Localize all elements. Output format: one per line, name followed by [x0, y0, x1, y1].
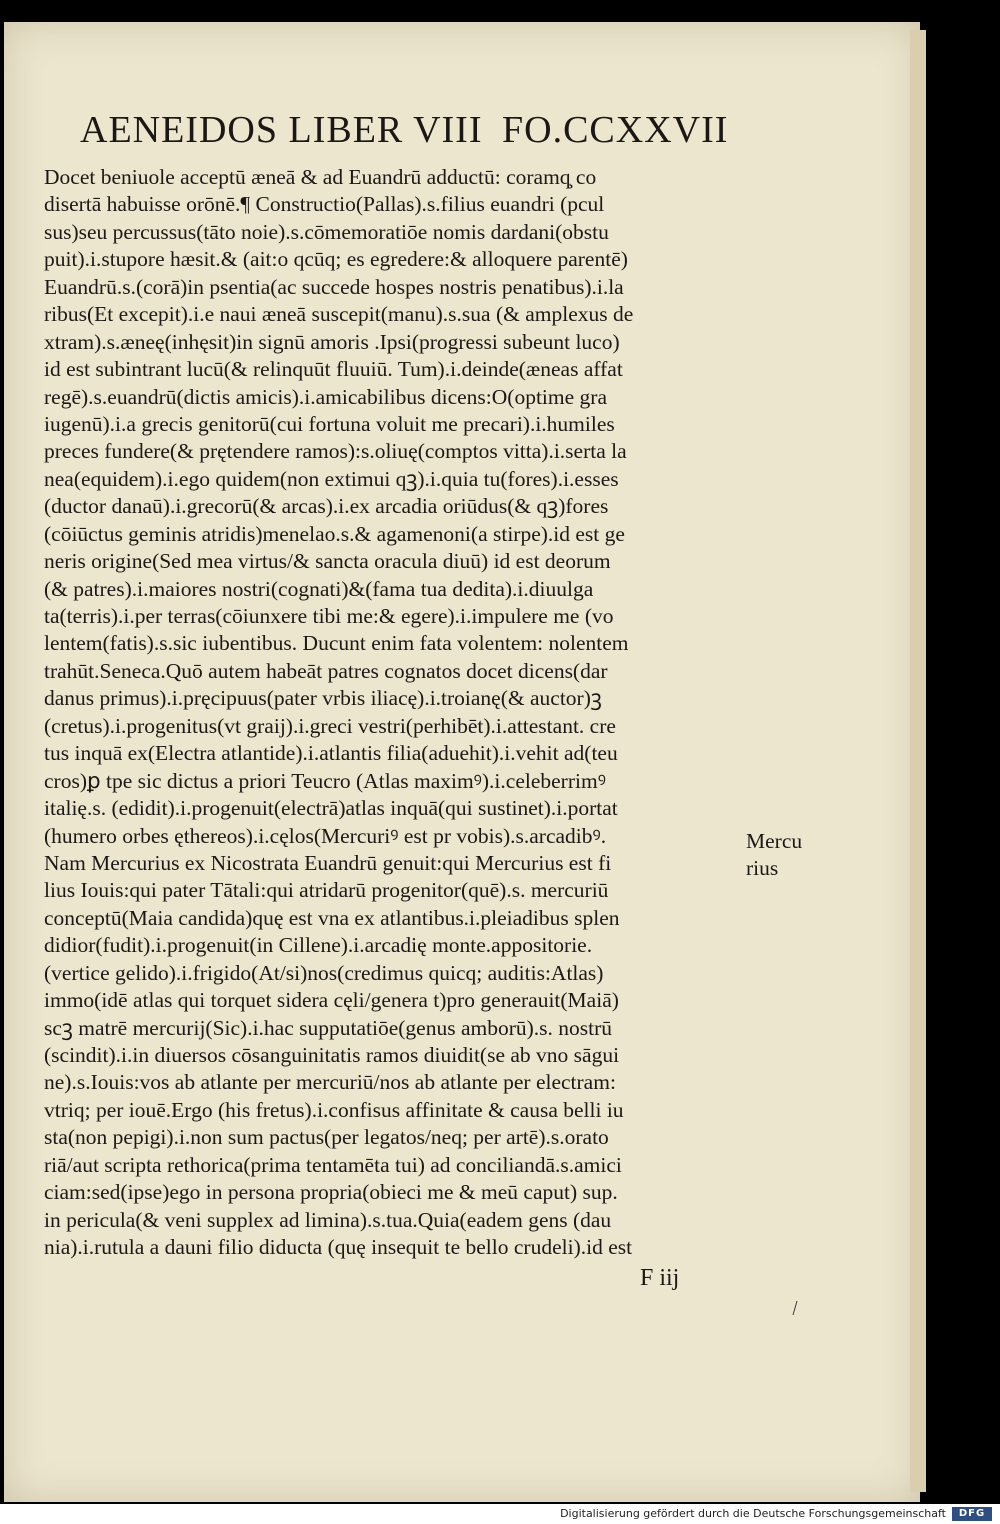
- text-line: cros)ꝑ tpe sic dictus a priori Teucro (Atlas maximꝰ).i.celeberrimꝰ: [44, 768, 606, 793]
- text-line: (vertice gelido).i.frigido(At/si)nos(credimus quicq; auditis:Atlas): [44, 960, 604, 985]
- text-line: ta(terris).i.per terras(cōiunxere tibi me:& egere).i.impulere me (vo: [44, 604, 614, 628]
- margin-note: [746, 828, 856, 883]
- text-line: ne).s.Iouis:vos ab atlante per mercuriū/nos ab atlante per electram:: [44, 1070, 616, 1095]
- text-line: (scindit).i.in diuersos cōsanguinitatis ramos diuidit(se ab vno sāgui: [44, 1043, 620, 1067]
- text-line: sus)seu percussus(tāto noie).s.cōmemoratiōe nomis dardani(obstu: [44, 219, 609, 244]
- text-line: puit).i.stupore hæsit.& (ait:o qcūq; es egredere:& alloquere parentē): [44, 247, 628, 272]
- text-line: (ductor danaū).i.grecorū(& arcas).i.ex arcadia oriūdus(& qꝫ)fores: [44, 494, 609, 519]
- dfg-logo: DFG: [952, 1507, 992, 1521]
- text-line: ciam:sed(ipse)ego in persona propria(obieci me & meū caput) sup.: [44, 1180, 618, 1205]
- text-line: sta(non pepigi).i.non sum pactus(per legatos/neq; per artē).s.orato: [44, 1125, 609, 1150]
- text-line: ribus(Et excepit).i.e naui æneā suscepit(manu).s.sua (& amplexus de: [44, 302, 634, 327]
- text-line: id est subintrant lucū(& relinquūt fluuiū. Tum).i.deinde(æneas affat: [44, 357, 623, 382]
- text-line: italię.s. (edidit).i.progenuit(electrā)atlas inquā(qui sustinet).i.portat: [44, 796, 618, 821]
- text-line: (cretus).i.progenitus(vt graij).i.greci vestri(perhibēt).i.attestant. cre: [44, 713, 616, 738]
- text-line: trahūt.Seneca.Quō autem habeāt patres cognatos docet dicens(dar: [44, 658, 608, 683]
- folio-number: FO.CCXXVII: [502, 109, 729, 151]
- commentary-text-block: [44, 164, 744, 1262]
- text-line: Nam Mercurius ex Nicostrata Euandrū genuit:qui Mercurius est fi: [44, 850, 612, 875]
- text-line: preces fundere(& prętendere ramos):s.oliuę(comptos vitta).i.serta la: [44, 439, 627, 464]
- text-line: regē).s.euandrū(dictis amicis).i.amicabilibus dicens:O(optime gra: [44, 384, 607, 409]
- text-line: nea(equidem).i.ego quidem(non extimui qꝫ).i.quia tu(fores).i.esses: [44, 466, 619, 491]
- text-line: disertā habuisse orōnē.¶ Constructio(Pallas).s.filius euandri (pcul: [44, 192, 605, 217]
- margin-note-line: rius: [746, 856, 779, 881]
- text-line: danus primus).i.pręcipuus(pater vrbis iliacę).i.troianę(& auctor)ꝫ: [44, 686, 602, 711]
- text-line: lentem(fatis).s.sic iubentibus. Ducunt enim fata volentem: nolentem: [44, 631, 629, 656]
- text-line: in pericula(& veni supplex ad limina).s.tua.Quia(eadem gens (dau: [44, 1207, 612, 1232]
- text-line: Euandrū.s.(corā)in psentia(ac succede hospes nostris penatibus).i.la: [44, 274, 624, 299]
- footer-bar: [0, 1504, 1000, 1524]
- text-line: vtriq; per iouē.Ergo (his fretus).i.confisus affinitate & causa belli iu: [44, 1097, 624, 1122]
- signature-mark: F iij: [640, 1265, 680, 1291]
- funding-notice: Digitalisierung gefördert durch die Deutsche Forschungsgemeinschaft: [560, 1507, 946, 1520]
- text-line: (& patres).i.maiores nostri(cognati)&(fama tua dedita).i.diuulga: [44, 576, 594, 601]
- text-line: conceptū(Maia candida)quę est vna ex atlantibus.i.pleiadibus splen: [44, 905, 620, 930]
- text-line: (humero orbes ęthereos).i.cęlos(Mercuriꝰ est pr vobis).s.arcadibꝰ.: [44, 823, 607, 848]
- text-line: riā/aut scripta rethorica(prima tentamēta tui) ad conciliandā.s.amici: [44, 1152, 622, 1177]
- text-line: scꝫ matrē mercurij(Sic).i.hac supputatiōe(genus amborū).s. nostrū: [44, 1015, 613, 1040]
- pencil-mark: [790, 1300, 800, 1316]
- text-line: iugenū).i.a grecis genitorū(cui fortuna voluit me precari).i.humiles: [44, 411, 615, 436]
- text-line: immo(idē atlas qui torquet sidera cęli/genera t)pro generauit(Maiā): [44, 988, 619, 1013]
- running-title: AENEIDOS LIBER VIII: [80, 109, 483, 151]
- text-line: (cōiūctus geminis atridis)menelao.s.& agamenoni(a stirpe).id est ge: [44, 521, 625, 546]
- margin-note-line: Mercu: [746, 829, 803, 853]
- page-edge: [910, 30, 926, 1492]
- text-line: lius Iouis:qui pater Tātali:qui atridarū progenitor(quē).s. mercuriū: [44, 878, 609, 903]
- text-line: neris origine(Sed mea virtus/& sancta oracula diuū) id est deorum: [44, 549, 611, 574]
- text-line: tus inquā ex(Electra atlantide).i.atlantis filia(aduehit).i.vehit ad(teu: [44, 741, 618, 766]
- text-line: Docet beniuole acceptū æneā & ad Euandrū adductū: coramq̧ co: [44, 165, 597, 189]
- text-line: nia).i.rutula a dauni filio diducta (quę insequit te bello crudeli).id est: [44, 1235, 633, 1260]
- running-header: [80, 108, 760, 154]
- text-line: didior(fudit).i.progenuit(in Cillene).i.arcadię monte.appositorie.: [44, 933, 593, 958]
- text-line: xtram).s.æneę(inhęsit)in signū amoris .Ipsi(progressi subeunt luco): [44, 329, 620, 354]
